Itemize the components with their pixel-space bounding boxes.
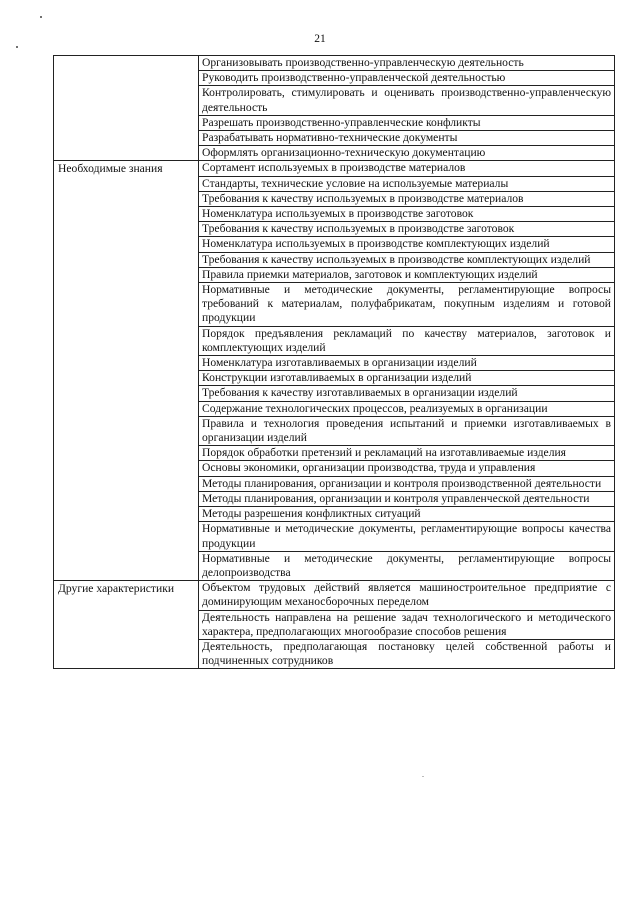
requirement-cell: Нормативные и методические документы, регламентирующие вопросы качества продукции <box>199 522 615 551</box>
requirement-cell: Деятельность, предполагающая постановку целей собственной работы и подчиненных сотрудников <box>199 639 615 668</box>
requirement-cell: Разрабатывать нормативно-технические документы <box>199 131 615 146</box>
competency-table <box>53 55 615 669</box>
requirement-cell: Порядок предъявления рекламаций по качеству материалов, заготовок и комплектующих изделий <box>199 326 615 355</box>
requirement-cell: Сортамент используемых в производстве материалов <box>199 161 615 176</box>
scan-speck <box>422 776 424 777</box>
requirement-cell: Правила и технология проведения испытаний и приемки изготавливаемых в организации изделий <box>199 416 615 445</box>
table-row <box>54 56 615 71</box>
requirement-cell: Номенклатура используемых в производстве комплектующих изделий <box>199 237 615 252</box>
requirement-cell: Требования к качеству изготавливаемых в организации изделий <box>199 386 615 401</box>
requirement-cell: Порядок обработки претензий и рекламаций на изготавливаемые изделия <box>199 446 615 461</box>
category-cell <box>54 56 199 161</box>
requirement-cell: Оформлять организационно-техническую документацию <box>199 146 615 161</box>
requirement-cell: Основы экономики, организации производства, труда и управления <box>199 461 615 476</box>
requirement-cell: Методы разрешения конфликтных ситуаций <box>199 507 615 522</box>
page-number: 21 <box>314 33 326 45</box>
requirement-cell: Методы планирования, организации и контроля управленческой деятельности <box>199 491 615 506</box>
requirement-cell: Номенклатура используемых в производстве заготовок <box>199 207 615 222</box>
requirement-cell: Контролировать, стимулировать и оценивать производственно-управленческую деятельность <box>199 86 615 115</box>
scan-speck <box>40 16 42 18</box>
requirement-cell: Требования к качеству используемых в производстве заготовок <box>199 222 615 237</box>
requirement-cell: Правила приемки материалов, заготовок и комплектующих изделий <box>199 267 615 282</box>
requirement-cell: Требования к качеству используемых в производстве материалов <box>199 191 615 206</box>
requirement-cell: Нормативные и методические документы, регламентирующие вопросы делопроизводства <box>199 551 615 580</box>
scan-speck <box>16 46 18 48</box>
requirement-cell: Руководить производственно-управленческой деятельностью <box>199 71 615 86</box>
requirement-cell: Номенклатура изготавливаемых в организации изделий <box>199 356 615 371</box>
requirement-cell: Разрешать производственно-управленческие конфликты <box>199 115 615 130</box>
table-row <box>54 581 615 610</box>
requirement-cell: Объектом трудовых действий является машиностроительное предприятие с доминирующим механосборочных переделом <box>199 581 615 610</box>
requirement-cell: Содержание технологических процессов, реализуемых в организации <box>199 401 615 416</box>
requirement-cell: Конструкции изготавливаемых в организации изделий <box>199 371 615 386</box>
requirement-cell: Деятельность направлена на решение задач технологического и методического характера, предполагающих многообразие способов решения <box>199 610 615 639</box>
requirement-cell: Стандарты, технические условие на используемые материалы <box>199 176 615 191</box>
table-row <box>54 161 615 176</box>
requirement-cell: Организовывать производственно-управленческую деятельность <box>199 56 615 71</box>
requirement-cell: Методы планирования, организации и контроля производственной деятельности <box>199 476 615 491</box>
category-cell: Другие характеристики <box>54 581 199 669</box>
requirement-cell: Нормативные и методические документы, регламентирующие вопросы требований к материалам, полуфабрикатам, покупным изделиям и готовой продукции <box>199 283 615 327</box>
requirement-cell: Требования к качеству используемых в производстве комплектующих изделий <box>199 252 615 267</box>
category-cell: Необходимые знания <box>54 161 199 581</box>
